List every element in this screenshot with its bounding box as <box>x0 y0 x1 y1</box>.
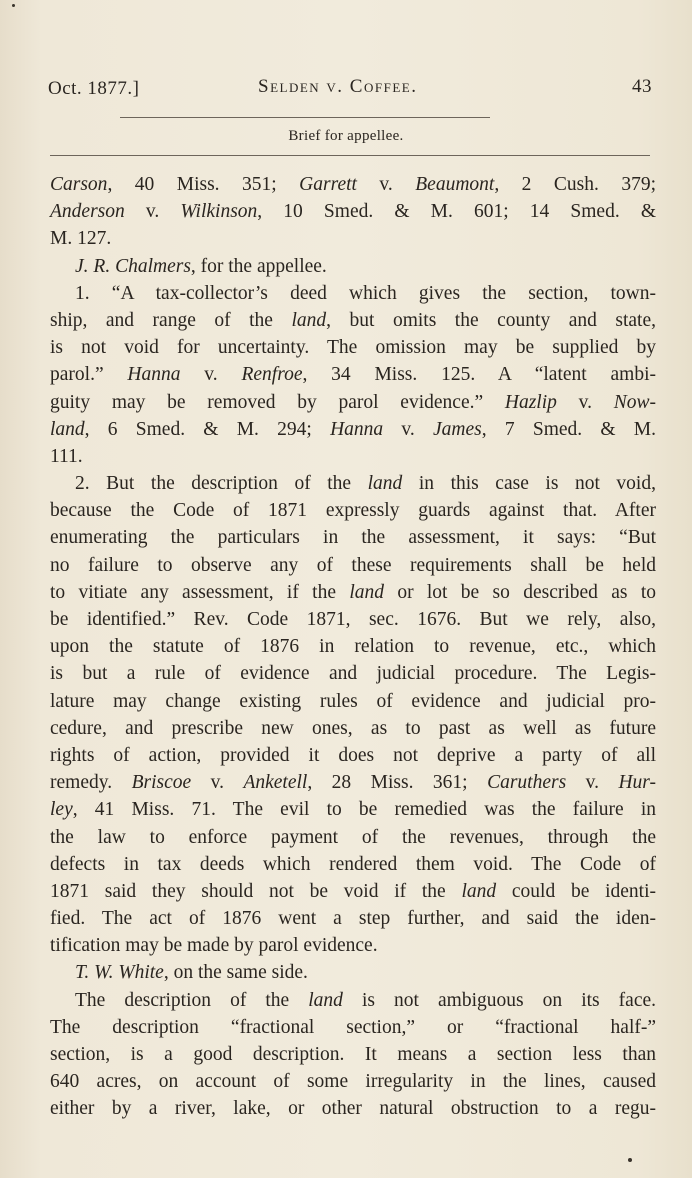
paper-speck <box>628 1158 632 1162</box>
section-subheader: Brief for appellee. <box>288 128 404 144</box>
text-line: section, is a good description. It means a section less than <box>50 1044 656 1065</box>
text-line: M. 127. <box>50 228 112 250</box>
text-line: rights of action, provided it does not deprive a party of all <box>50 744 656 766</box>
text-line: ship, and range of the land, but omits the county and state, <box>50 309 656 331</box>
running-header <box>48 74 656 104</box>
text-line: fied. The act of 1876 went a step further, and said the iden- <box>50 908 656 930</box>
paper-speck <box>12 4 15 7</box>
text-line: tification may be made by parol evidence. <box>50 935 378 957</box>
text-line: 1. “A tax-collector’s deed which gives the section, town- <box>75 282 656 304</box>
text-line: land, 6 Smed. & M. 294; Hanna v. James, 7 Smed. & M. <box>50 418 657 440</box>
text-line: T. W. White, on the same side. <box>75 962 308 984</box>
header-case-title <box>258 76 417 98</box>
text-line: is but a rule of evidence and judicial procedure. The Legis- <box>50 663 656 685</box>
header-title-text: Selden v. Coffee. <box>258 76 418 97</box>
header-rule-top <box>120 117 490 118</box>
text-line: The description “fractional section,” or “fractional half-” <box>50 1016 656 1038</box>
text-line: to vitiate any assessment, if the land or lot be so described as to <box>50 581 656 603</box>
text-line: upon the statute of 1876 in relation to revenue, etc., which <box>50 636 656 658</box>
text-line: The description of the land is not ambiguous on its face. <box>75 989 657 1011</box>
text-line: be identified.” Rev. Code 1871, sec. 1676. But we rely, also, <box>50 609 656 630</box>
text-line: Anderson v. Wilkinson, 10 Smed. & M. 601; 14 Smed. & <box>50 201 656 223</box>
header-rule-bottom <box>50 155 650 156</box>
text-line: parol.” Hanna v. Renfroe, 34 Miss. 125. A “latent ambi- <box>50 364 656 386</box>
text-line: either by a river, lake, or other natural obstruction to a regu- <box>50 1098 656 1120</box>
text-line: because the Code of 1871 expressly guards against that. After <box>50 500 656 522</box>
text-line: cedure, and prescribe new ones, as to past as well as future <box>50 717 656 739</box>
text-line: 111. <box>50 445 83 467</box>
text-line: is not void for uncertainty. The omission may be supplied by <box>50 337 656 359</box>
text-line: guity may be removed by parol evidence.” Hazlip v. Now- <box>50 391 657 413</box>
text-line: 640 acres, on account of some irregularity in the lines, caused <box>50 1071 656 1093</box>
text-line: defects in tax deeds which rendered them void. The Code of <box>50 853 656 875</box>
text-line: 2. But the description of the land in this case is not void, <box>75 473 656 495</box>
text-line: J. R. Chalmers, for the appellee. <box>75 255 327 277</box>
text-line: enumerating the particulars in the assessment, it says: “But <box>50 527 656 549</box>
text-line: 1871 said they should not be void if the land could be identi- <box>50 880 656 902</box>
page-number: 43 <box>632 76 652 97</box>
header-date: Oct. 1877.] <box>48 78 140 99</box>
text-line: Carson, 40 Miss. 351; Garrett v. Beaumont, 2 Cush. 379; <box>50 174 656 195</box>
text-line: remedy. Briscoe v. Anketell, 28 Miss. 361; Caruthers v. Hur- <box>50 772 656 794</box>
text-line: ley, 41 Miss. 71. The evil to be remedied was the failure in <box>50 799 656 821</box>
text-line: the law to enforce payment of the revenues, through the <box>50 826 656 848</box>
text-line: lature may change existing rules of evidence and judicial pro- <box>50 690 656 712</box>
brief-body-text <box>50 171 656 1123</box>
text-line: no failure to observe any of these requirements shall be held <box>50 554 656 576</box>
